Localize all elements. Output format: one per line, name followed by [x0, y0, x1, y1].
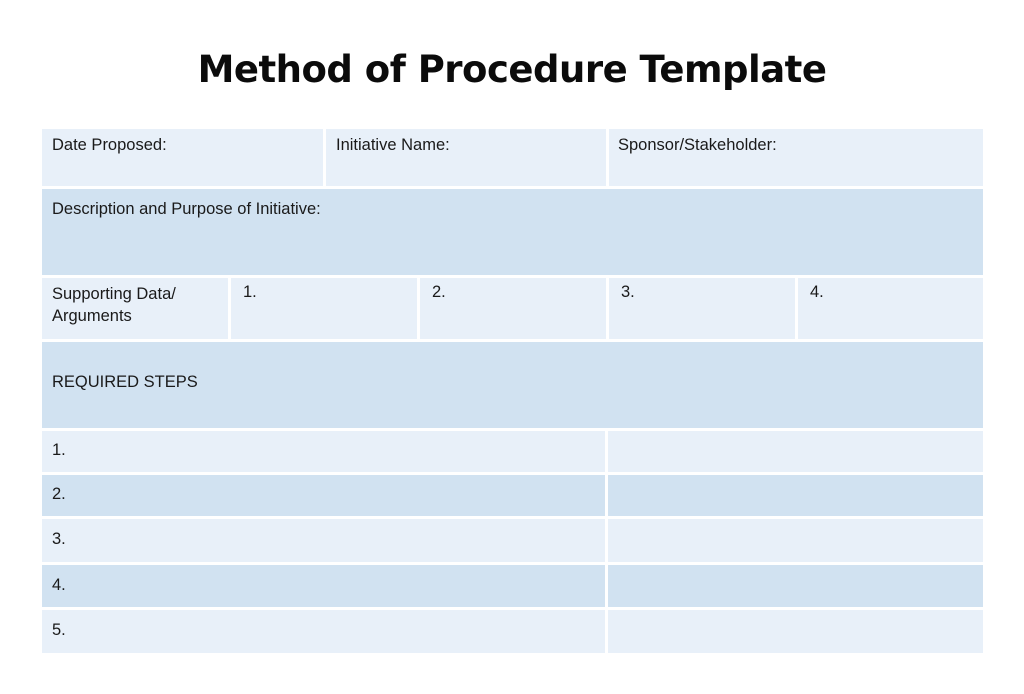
step-row-2-detail[interactable] [608, 475, 983, 516]
initiative-name-field[interactable] [326, 129, 606, 186]
required-steps-heading: REQUIRED STEPS [52, 373, 198, 391]
description-field[interactable] [42, 189, 983, 275]
supporting-data-label-cell [42, 278, 228, 339]
step-row-4-label[interactable] [42, 565, 605, 607]
supporting-item-number: 2. [432, 283, 446, 301]
supporting-item-1[interactable] [231, 278, 417, 339]
supporting-item-4[interactable] [798, 278, 983, 339]
supporting-item-number: 4. [810, 283, 824, 301]
step-row-1-label[interactable] [42, 431, 605, 472]
step-number: 2. [52, 485, 66, 503]
page-title: Method of Procedure Template [197, 48, 827, 91]
sponsor-stakeholder-label: Sponsor/Stakeholder: [618, 136, 777, 154]
supporting-item-number: 1. [243, 283, 257, 301]
date-proposed-label: Date Proposed: [52, 136, 167, 154]
sponsor-stakeholder-field[interactable] [609, 129, 983, 186]
initiative-name-label: Initiative Name: [336, 136, 450, 154]
step-number: 5. [52, 621, 66, 639]
supporting-item-number: 3. [621, 283, 635, 301]
step-row-2-label[interactable] [42, 475, 605, 516]
step-number: 1. [52, 441, 66, 459]
supporting-item-2[interactable] [420, 278, 606, 339]
step-row-5-detail[interactable] [608, 610, 983, 653]
supporting-item-3[interactable] [609, 278, 795, 339]
step-row-3-detail[interactable] [608, 519, 983, 562]
supporting-data-label-line2: Arguments [52, 307, 132, 325]
step-row-1-detail[interactable] [608, 431, 983, 472]
supporting-data-label-line1: Supporting Data/ [52, 285, 176, 303]
date-proposed-field[interactable] [42, 129, 323, 186]
step-number: 3. [52, 530, 66, 548]
step-row-4-detail[interactable] [608, 565, 983, 607]
step-row-3-label[interactable] [42, 519, 605, 562]
step-row-5-label[interactable] [42, 610, 605, 653]
description-label: Description and Purpose of Initiative: [52, 200, 321, 218]
step-number: 4. [52, 576, 66, 594]
required-steps-header [42, 342, 983, 428]
